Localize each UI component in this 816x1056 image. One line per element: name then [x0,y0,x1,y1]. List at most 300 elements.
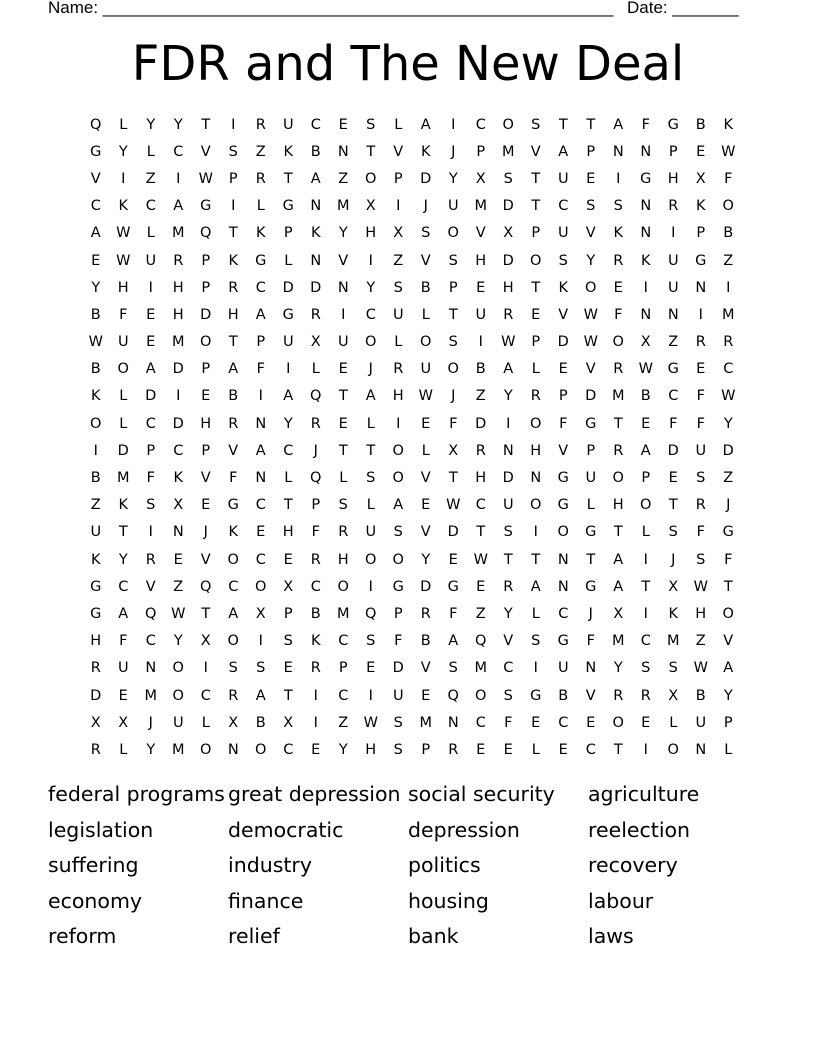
grid-row [82,138,742,165]
grid-letter: U [447,198,459,215]
grid-letter: A [228,361,239,378]
grid-letter: H [337,551,349,568]
grid-letter: S [256,660,266,677]
grid-letter: K [255,225,266,242]
grid-letter: N [172,524,184,541]
grid-letter: M [666,633,680,650]
grid-letter: S [448,660,458,677]
grid-letter: G [200,198,212,215]
grid-letter: C [173,143,184,160]
grid-letter: I [726,279,731,296]
grid-letter: A [283,388,294,405]
grid-letter: O [530,252,542,269]
grid-letter: E [173,551,183,568]
grid-letter: W [418,388,433,405]
grid-letter: C [310,116,321,133]
grid-row [82,492,742,519]
grid-letter: P [256,334,266,351]
grid-letter: L [586,497,595,514]
grid-letter: I [698,306,703,323]
grid-letter: S [393,714,403,731]
grid-letter: E [668,470,678,487]
grid-letter: M [144,687,157,704]
grid-letter: X [310,334,321,351]
grid-letter: Y [613,660,623,677]
grid-letter: A [90,225,101,242]
grid-letter: Y [503,605,513,622]
grid-letter: O [392,442,404,459]
grid-letter: S [531,633,541,650]
grid-row [82,519,742,546]
grid-letter: E [201,497,211,514]
grid-letter: O [365,551,377,568]
grid-letter: T [586,551,596,568]
grid-letter: Z [668,334,679,351]
grid-letter: S [393,741,403,758]
grid-letter: N [502,442,514,459]
grid-letter: B [695,687,706,704]
word-list-item: social security [408,782,555,806]
grid-letter: F [394,633,403,650]
word-list-item: laws [588,924,634,949]
grid-letter: I [368,687,373,704]
grid-letter: D [172,361,184,378]
grid-letter: D [585,388,597,405]
grid-letter: V [420,524,431,541]
grid-letter: A [255,687,266,704]
grid-letter: F [256,361,265,378]
grid-letter: A [365,388,376,405]
grid-letter: U [392,306,404,323]
grid-letter: I [533,524,538,541]
grid-letter: Y [338,741,348,758]
grid-letter: F [724,170,733,187]
grid-letter: E [146,334,156,351]
grid-letter: T [366,442,376,459]
grid-letter: Z [255,143,266,160]
grid-letter: Q [475,633,487,650]
grid-letter: S [668,660,678,677]
grid-letter: T [228,225,238,242]
grid-letter: Y [91,279,101,296]
grid-letter: B [90,361,101,378]
grid-letter: M [116,470,130,487]
word-list-item: democratic [228,817,344,842]
grid-letter: R [503,306,514,323]
grid-letter: T [118,524,128,541]
grid-letter: V [393,143,404,160]
grid-letter: G [585,524,597,541]
grid-letter: F [229,470,238,487]
grid-letter: V [200,551,211,568]
grid-letter: R [613,442,624,459]
grid-letter: N [695,279,707,296]
grid-letter: A [613,551,624,568]
grid-letter: Y [283,415,293,432]
grid-letter: B [310,605,321,622]
grid-letter: A [393,497,404,514]
grid-letter: W [583,334,598,351]
grid-row [82,464,742,491]
page-title: FDR and The New Deal [131,36,685,92]
grid-letter: C [283,741,294,758]
word-list-item: reform [48,924,117,949]
grid-letter: V [338,252,349,269]
grid-letter: E [531,306,541,323]
grid-letter: I [533,660,538,677]
grid-letter: O [447,225,459,242]
grid-letter: S [448,334,458,351]
grid-letter: A [420,116,431,133]
grid-letter: T [558,116,568,133]
word-list-item: federal programs [48,782,225,806]
grid-letter: E [311,741,321,758]
grid-letter: E [586,714,596,731]
grid-letter: C [255,279,266,296]
grid-letter: S [283,633,293,650]
grid-letter: C [145,198,156,215]
grid-letter: N [640,306,652,323]
grid-letter: T [366,143,376,160]
grid-letter: C [723,361,734,378]
grid-letter: X [503,225,514,242]
grid-letter: Y [448,170,458,187]
grid-letter: B [420,633,431,650]
grid-letter: L [394,116,403,133]
grid-letter: S [421,225,431,242]
grid-letter: E [476,741,486,758]
grid-letter: R [173,252,184,269]
grid-letter: C [145,415,156,432]
word-list-item: great depression [228,782,401,806]
grid-letter: B [310,143,321,160]
grid-letter: E [558,741,568,758]
grid-letter: C [283,442,294,459]
grid-letter: S [586,198,596,215]
grid-letter: D [667,442,679,459]
grid-letter: O [90,415,102,432]
grid-letter: H [90,633,102,650]
grid-letter: K [420,143,431,160]
grid-letter: O [392,470,404,487]
grid-letter: Y [338,225,348,242]
grid-letter: U [585,470,597,487]
grid-letter: B [228,388,239,405]
grid-letter: O [227,633,239,650]
grid-letter: R [310,306,321,323]
grid-letter: D [447,524,459,541]
grid-letter: W [583,306,598,323]
grid-letter: R [640,687,651,704]
grid-letter: C [640,633,651,650]
grid-row [82,736,742,763]
grid-letter: O [337,578,349,595]
word-list-item: relief [228,924,280,949]
grid-letter: Z [90,497,101,514]
grid-row [82,247,742,274]
grid-letter: X [613,605,624,622]
grid-letter: A [613,116,624,133]
grid-letter: Y [173,116,183,133]
grid-letter: E [696,143,706,160]
grid-letter: S [393,279,403,296]
grid-letter: V [585,225,596,242]
word-list [48,779,768,957]
grid-letter: O [117,361,129,378]
grid-letter: P [283,605,293,622]
grid-letter: F [449,415,458,432]
grid-letter: K [173,470,183,487]
grid-letter: H [200,415,212,432]
grid-letter: I [121,170,126,187]
grid-letter: O [667,741,679,758]
grid-letter: N [640,225,652,242]
grid-row [82,600,742,627]
grid-letter: P [558,388,568,405]
grid-letter: I [341,306,346,323]
grid-letter: S [558,252,568,269]
grid-letter: A [503,361,514,378]
grid-letter: T [641,578,651,595]
grid-letter: E [201,388,211,405]
grid-letter: K [118,497,128,514]
grid-letter: G [695,252,707,269]
grid-letter: I [368,252,373,269]
grid-letter: E [118,687,128,704]
grid-letter: A [145,361,156,378]
grid-letter: E [503,741,513,758]
grid-letter: U [172,714,184,731]
grid-letter: I [643,605,648,622]
grid-letter: C [365,306,376,323]
word-list-item: legislation [48,817,154,842]
grid-row [82,437,742,464]
grid-letter: K [310,225,321,242]
grid-letter: O [365,334,377,351]
grid-letter: V [145,578,156,595]
grid-row [82,165,742,192]
grid-letter: C [228,578,239,595]
grid-letter: P [696,225,706,242]
grid-letter: P [201,361,211,378]
grid-letter: B [723,225,734,242]
grid-letter: X [695,170,706,187]
grid-letter: E [448,551,458,568]
grid-letter: G [557,470,569,487]
grid-letter: T [613,415,623,432]
grid-letter: Y [173,633,183,650]
grid-letter: T [228,334,238,351]
grid-letter: N [557,578,569,595]
grid-letter: S [393,524,403,541]
grid-letter: R [310,660,321,677]
grid-letter: J [203,524,208,541]
grid-letter: M [721,306,735,323]
grid-letter: D [502,198,514,215]
grid-letter: T [201,116,211,133]
grid-letter: V [90,170,101,187]
grid-letter: O [365,170,377,187]
grid-letter: P [201,442,211,459]
grid-letter: E [476,578,486,595]
grid-letter: B [255,714,266,731]
grid-letter: S [696,551,706,568]
grid-letter: R [530,388,541,405]
grid-letter: R [90,741,101,758]
grid-letter: C [475,497,486,514]
grid-letter: I [231,198,236,215]
grid-letter: T [531,170,541,187]
grid-letter: C [118,578,129,595]
grid-letter: G [640,170,652,187]
grid-letter: T [283,497,293,514]
grid-letter: K [118,198,128,215]
grid-letter: L [531,361,540,378]
grid-letter: L [146,143,155,160]
grid-letter: U [667,279,679,296]
grid-letter: R [255,170,266,187]
grid-letter: T [531,279,541,296]
grid-letter: G [90,605,102,622]
grid-letter: P [283,225,293,242]
word-list-item: labour [588,888,654,913]
grid-letter: N [640,143,652,160]
grid-letter: J [313,442,318,459]
grid-letter: J [671,551,676,568]
grid-letter: J [451,143,456,160]
grid-letter: P [201,279,211,296]
grid-letter: H [475,252,487,269]
grid-letter: C [558,605,569,622]
grid-letter: Y [503,388,513,405]
grid-letter: G [557,497,569,514]
grid-letter: C [90,198,101,215]
grid-letter: O [392,551,404,568]
grid-letter: P [393,605,403,622]
grid-letter: P [146,442,156,459]
word-list-item: recovery [588,853,678,878]
grid-letter: D [557,334,569,351]
grid-letter: I [93,442,98,459]
grid-letter: U [420,361,432,378]
grid-letter: H [365,741,377,758]
grid-letter: Z [393,252,404,269]
grid-letter: U [145,252,157,269]
grid-letter: M [474,660,487,677]
grid-row [82,682,742,709]
grid-letter: I [258,633,263,650]
grid-letter: D [200,306,212,323]
grid-letter: W [638,361,653,378]
grid-letter: T [613,741,623,758]
grid-letter: Z [173,578,184,595]
grid-letter: R [613,252,624,269]
grid-letter: Z [338,170,349,187]
grid-letter: D [420,170,432,187]
grid-letter: O [475,687,487,704]
grid-letter: E [558,361,568,378]
grid-letter: S [448,252,458,269]
grid-letter: K [90,551,101,568]
grid-letter: D [282,279,294,296]
grid-letter: C [310,578,321,595]
grid-letter: E [338,116,348,133]
grid-letter: I [643,279,648,296]
name-field-label: Name: ______________________________________________________ [48,0,614,17]
grid-letter: M [171,741,185,758]
grid-letter: W [501,334,516,351]
grid-letter: Z [475,605,486,622]
grid-letter: R [145,551,156,568]
grid-letter: Z [145,170,156,187]
grid-letter: X [283,578,294,595]
grid-letter: X [173,497,184,514]
grid-letter: Y [118,143,128,160]
grid-letter: C [200,687,211,704]
grid-letter: B [475,361,486,378]
grid-letter: L [366,415,375,432]
grid-letter: Z [338,714,349,731]
grid-letter: V [475,225,486,242]
word-search-grid [82,111,742,764]
grid-letter: X [118,714,129,731]
grid-letter: U [557,660,569,677]
grid-letter: O [722,605,734,622]
grid-letter: M [419,714,432,731]
grid-letter: N [667,306,679,323]
grid-letter: R [503,578,514,595]
grid-letter: O [530,497,542,514]
grid-letter: E [421,687,431,704]
grid-letter: U [90,524,102,541]
grid-letter: J [423,198,428,215]
grid-letter: I [451,116,456,133]
grid-letter: G [255,252,267,269]
grid-letter: U [695,442,707,459]
grid-letter: S [503,170,513,187]
grid-letter: I [203,660,208,677]
grid-letter: S [503,687,513,704]
grid-letter: A [118,605,129,622]
grid-letter: K [640,252,651,269]
grid-letter: U [695,714,707,731]
grid-letter: R [255,116,266,133]
grid-letter: X [365,198,376,215]
grid-letter: X [255,605,266,622]
grid-letter: P [586,143,596,160]
grid-letter: R [228,279,239,296]
grid-letter: L [394,334,403,351]
grid-letter: D [310,279,322,296]
grid-letter: T [531,198,541,215]
grid-letter: F [696,388,705,405]
grid-letter: L [146,225,155,242]
grid-letter: O [612,714,624,731]
grid-letter: N [145,660,157,677]
grid-letter: S [668,524,678,541]
grid-letter: T [476,524,486,541]
grid-letter: Q [200,225,212,242]
grid-letter: O [420,334,432,351]
grid-letter: E [531,714,541,731]
grid-letter: D [145,388,157,405]
grid-letter: P [531,334,541,351]
grid-letter: N [337,143,349,160]
grid-letter: G [585,578,597,595]
grid-letter: Z [723,470,734,487]
grid-row [82,709,742,736]
grid-letter: A [255,306,266,323]
